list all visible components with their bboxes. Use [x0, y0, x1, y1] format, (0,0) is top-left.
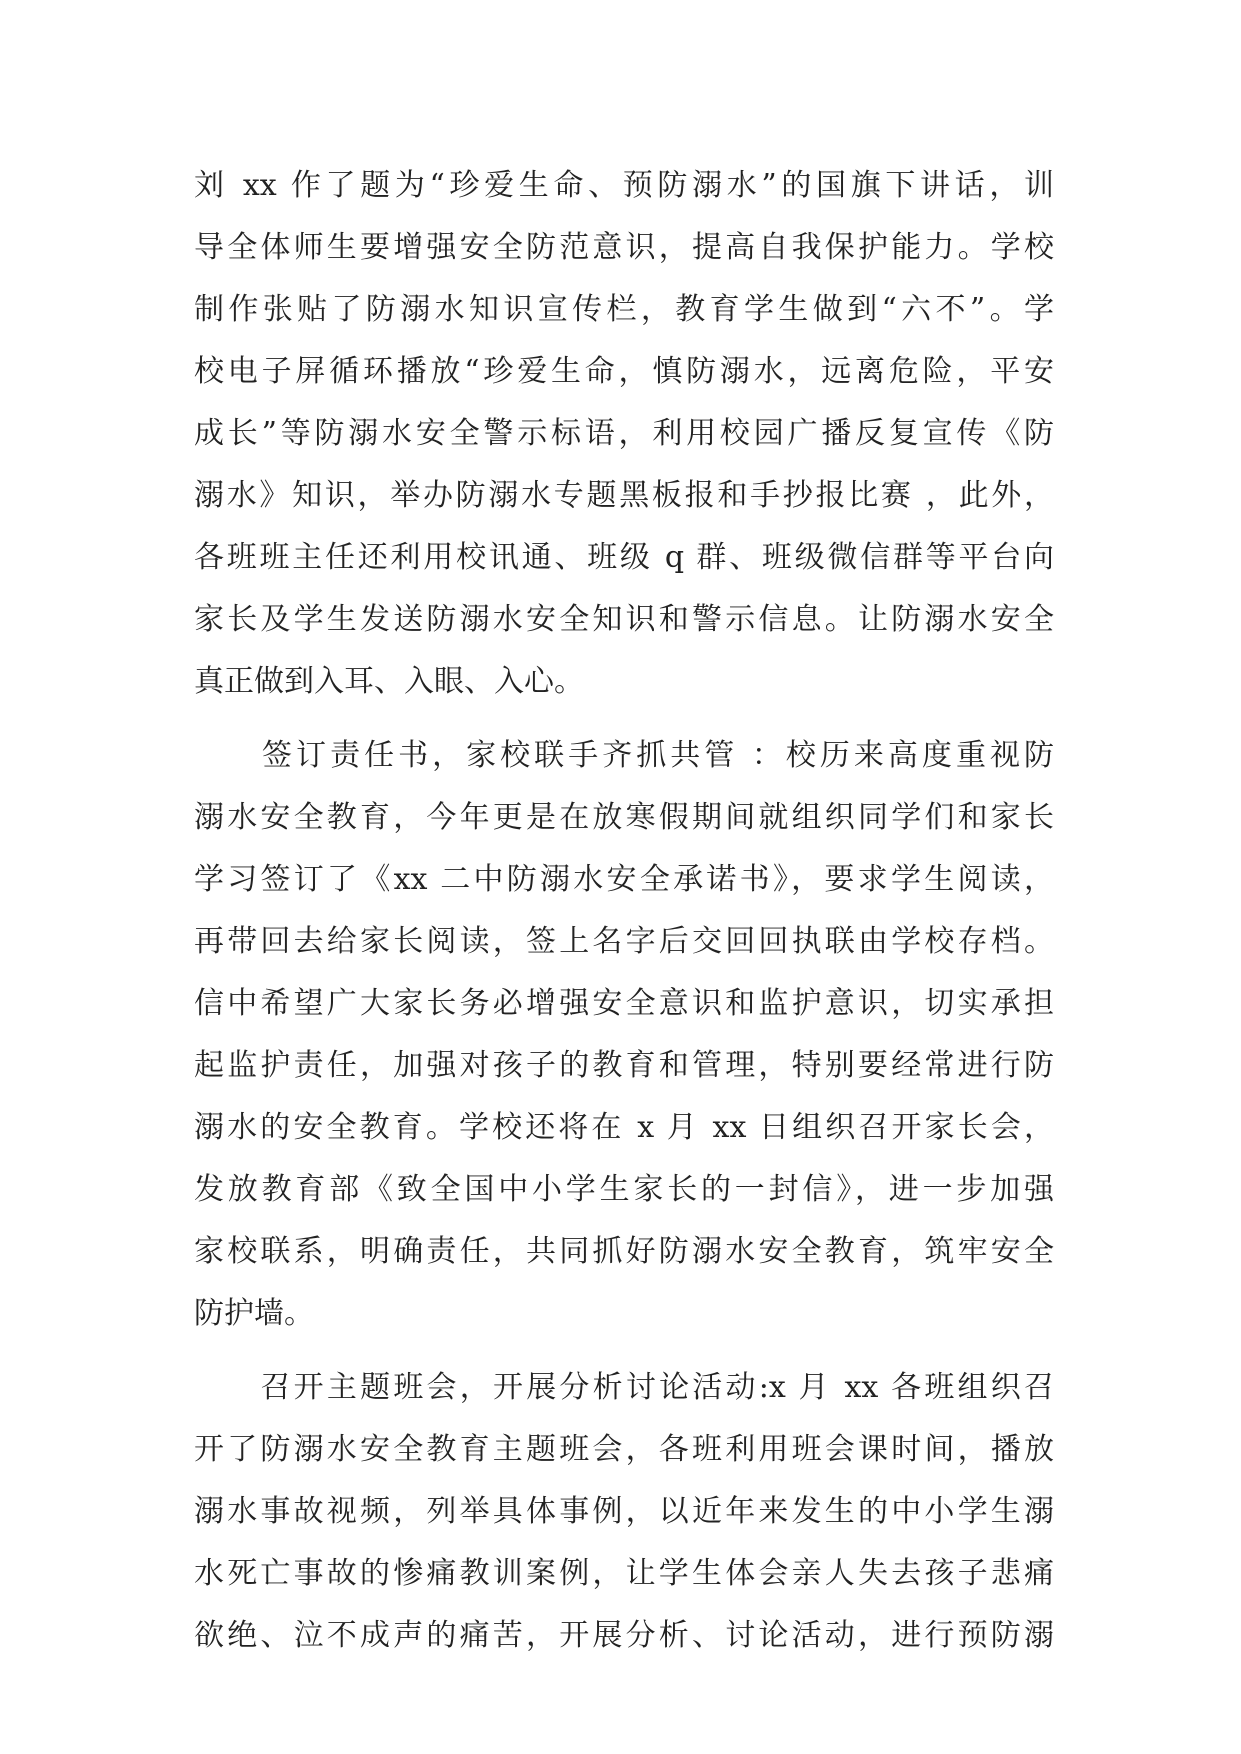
paragraph-spacer [194, 1345, 1054, 1357]
text-line: 真正做到入耳、入眼、入心。 [194, 664, 584, 699]
text-line: 开了防溺水安全教育主题班会，各班利用班会课时间，播放 [194, 1432, 1054, 1467]
text-line: 信中希望广大家长务必增强安全意识和监护意识，切实承担 [194, 986, 1054, 1021]
body-text [194, 155, 1054, 1667]
text-line: 成长”等防溺水安全警示标语，利用校园广播反复宣传《防 [194, 416, 1054, 451]
text-line: 溺水》知识，举办防溺水专题黑板报和手抄报比赛 ，此外， [194, 478, 1054, 513]
text-line: 家长及学生发送防溺水安全知识和警示信息。让防溺水安全 [194, 602, 1054, 637]
text-line: 溺水的安全教育。学校还将在 x 月 xx 日组织召开家长会， [194, 1110, 1054, 1145]
text-line: 学习签订了《xx 二中防溺水安全承诺书》，要求学生阅读， [194, 862, 1054, 897]
text-line: 水死亡事故的惨痛教训案例，让学生体会亲人失去孩子悲痛 [194, 1556, 1054, 1591]
text-line: 校电子屏循环播放“珍爱生命，慎防溺水，远离危险，平安 [194, 354, 1054, 389]
text-line: 防护墙。 [194, 1296, 314, 1331]
text-line: 家校联系，明确责任，共同抓好防溺水安全教育，筑牢安全 [194, 1234, 1054, 1269]
text-line: 制作张贴了防溺水知识宣传栏，教育学生做到“六不”。学 [194, 292, 1054, 327]
paragraph-2 [194, 725, 1054, 1345]
text-line: 再带回去给家长阅读，签上名字后交回回执联由学校存档。 [194, 924, 1054, 959]
paragraph-3 [194, 1357, 1054, 1667]
paragraph-1 [194, 155, 1054, 713]
paragraph-spacer [194, 713, 1054, 725]
text-line: 召开主题班会，开展分析讨论活动:x 月 xx 各班组织召 [194, 1370, 1054, 1405]
text-line: 起监护责任，加强对孩子的教育和管理，特别要经常进行防 [194, 1048, 1054, 1083]
text-line: 溺水安全教育，今年更是在放寒假期间就组织同学们和家长 [194, 800, 1054, 835]
text-line: 各班班主任还利用校讯通、班级 q 群、班级微信群等平台向 [194, 540, 1054, 575]
text-line: 刘 xx 作了题为“珍爱生命、预防溺水”的国旗下讲话，训 [194, 168, 1054, 203]
text-line: 溺水事故视频，列举具体事例，以近年来发生的中小学生溺 [194, 1494, 1054, 1529]
text-line: 导全体师生要增强安全防范意识，提高自我保护能力。学校 [194, 230, 1054, 265]
text-line: 发放教育部《致全国中小学生家长的一封信》，进一步加强 [194, 1172, 1054, 1207]
text-line: 签订责任书，家校联手齐抓共管 ：校历来高度重视防 [194, 738, 1054, 773]
text-line: 欲绝、泣不成声的痛苦，开展分析、讨论活动，进行预防溺 [194, 1618, 1054, 1653]
